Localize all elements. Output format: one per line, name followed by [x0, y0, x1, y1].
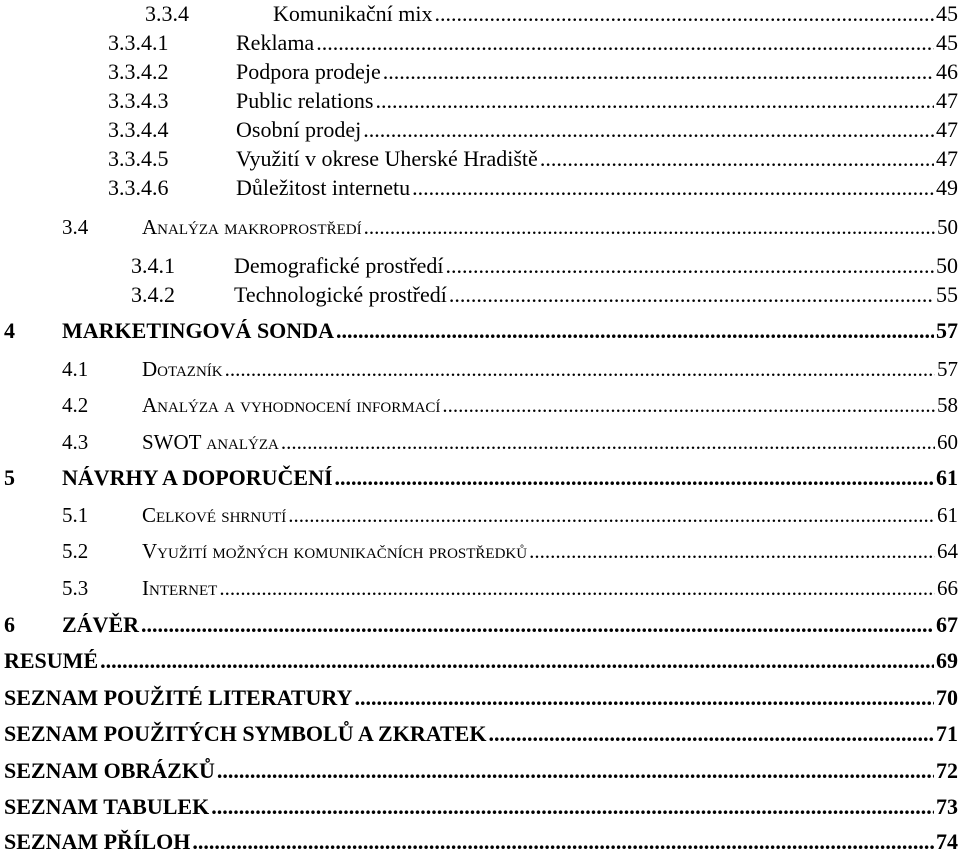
toc-entry-page: 67 — [936, 612, 958, 637]
toc-entry-title: Analýza makroprostředí — [142, 215, 362, 239]
toc-entry[interactable] — [4, 461, 958, 495]
toc-entry-page: 49 — [936, 175, 958, 200]
toc-entry-page: 69 — [936, 648, 958, 673]
toc-entry-number: 3.3.4.4 — [108, 117, 169, 142]
toc-entry-title: SEZNAM TABULEK — [4, 794, 210, 819]
toc-entry[interactable] — [4, 314, 958, 348]
toc-entry-title: Podpora prodeje — [236, 59, 381, 84]
toc-entry-title: Důležitost internetu — [236, 175, 411, 200]
toc-entry-title: Analýza a vyhodnocení informací — [142, 393, 441, 417]
toc-entry[interactable] — [4, 608, 958, 642]
toc-entry[interactable] — [62, 498, 958, 532]
toc-entry[interactable] — [131, 278, 958, 312]
toc-dot-leader — [217, 754, 934, 788]
toc-entry-title: SEZNAM OBRÁZKŮ — [4, 758, 215, 783]
toc-entry-number: 4.1 — [62, 357, 89, 381]
toc-entry-title: Využití v okrese Uherské Hradiště — [236, 146, 538, 171]
toc-entry-title: Celkové shrnutí — [142, 503, 287, 527]
toc-entry-page: 72 — [936, 758, 958, 783]
toc-entry-number: 3.4.1 — [131, 253, 175, 278]
toc-entry-title: ZÁVĚR — [62, 612, 140, 637]
toc-dot-leader — [442, 388, 935, 422]
toc-entry-title: NÁVRHY A DOPORUČENÍ — [62, 465, 333, 490]
toc-entry-title: RESUMÉ — [4, 648, 99, 673]
toc-entry-number: 3.3.4.1 — [108, 30, 169, 55]
toc-dot-leader — [364, 210, 935, 244]
toc-entry-number: 3.3.4 — [145, 1, 189, 26]
toc-entry-number: 3.4 — [62, 215, 89, 239]
toc-entry-number: 3.3.4.5 — [108, 146, 169, 171]
toc-entry-title: Dotazník — [142, 357, 223, 381]
toc-entry[interactable] — [4, 790, 958, 824]
toc-entry-page: 57 — [937, 357, 958, 381]
toc-entry[interactable] — [4, 717, 958, 751]
toc-entry[interactable] — [62, 534, 958, 568]
toc-entry-number: 5.3 — [62, 576, 89, 600]
toc-entry-page: 70 — [936, 685, 958, 710]
toc-entry[interactable] — [62, 388, 958, 422]
toc-entry[interactable] — [4, 644, 958, 678]
toc-dot-leader — [219, 571, 935, 605]
toc-entry-page: 45 — [936, 1, 958, 26]
toc-entry-page: 61 — [937, 503, 958, 527]
toc-entry-page: 60 — [937, 430, 958, 454]
toc-entry-number: 5.1 — [62, 503, 89, 527]
toc-entry[interactable] — [4, 825, 958, 859]
toc-entry-number: 3.3.4.2 — [108, 59, 169, 84]
toc-entry-title: Public relations — [236, 88, 374, 113]
toc-entry-number: 3.3.4.3 — [108, 88, 169, 113]
toc-entry-title: Internet — [142, 576, 218, 600]
toc-entry-title: Využití možných komunikačních prostředků — [142, 539, 528, 563]
toc-entry[interactable] — [62, 210, 958, 244]
toc-dot-leader — [281, 425, 935, 459]
toc-entry-title: SEZNAM PŘÍLOH — [4, 829, 191, 854]
toc-dot-leader — [288, 498, 935, 532]
toc-dot-leader — [529, 534, 935, 568]
toc-entry-page: 47 — [936, 146, 958, 171]
toc-entry-title: SWOT analýza — [142, 430, 279, 454]
toc-entry-title: Technologické prostředí — [234, 282, 447, 307]
toc-entry-title: SEZNAM POUŽITÝCH SYMBOLŮ A ZKRATEK — [4, 721, 487, 746]
toc-entry-number: 4.2 — [62, 393, 89, 417]
toc-entry-number: 3.4.2 — [131, 282, 175, 307]
toc-entry-page: 47 — [936, 117, 958, 142]
toc-entry-number: 5 — [4, 465, 15, 490]
toc-entry-page: 47 — [936, 88, 958, 113]
toc-dot-leader — [488, 717, 934, 751]
toc-entry-title: MARKETINGOVÁ SONDA — [62, 318, 334, 343]
toc-entry-number: 4 — [4, 318, 15, 343]
toc-entry[interactable] — [108, 171, 958, 205]
toc-entry-page: 45 — [936, 30, 958, 55]
toc-entry-title: Osobní prodej — [236, 117, 362, 142]
toc-entry-title: Reklama — [236, 30, 315, 55]
toc-entry-page: 66 — [937, 576, 958, 600]
toc-entry-page: 58 — [937, 393, 958, 417]
toc-entry-title: Demografické prostředí — [234, 253, 444, 278]
toc-entry-page: 46 — [936, 59, 958, 84]
toc-dot-leader — [335, 461, 934, 495]
toc-entry-page: 61 — [936, 465, 958, 490]
toc-entry-page: 50 — [936, 253, 958, 278]
toc-entry[interactable] — [62, 425, 958, 459]
toc-dot-leader — [225, 352, 935, 386]
toc-entry[interactable] — [62, 571, 958, 605]
toc-entry-title: Komunikační mix — [273, 1, 433, 26]
toc-entry-page: 71 — [936, 721, 958, 746]
toc-entry[interactable] — [4, 754, 958, 788]
toc-dot-leader — [449, 278, 934, 312]
toc-dot-leader — [336, 314, 934, 348]
toc-entry-page: 73 — [936, 794, 958, 819]
toc-entry-page: 64 — [937, 539, 958, 563]
toc-entry[interactable] — [4, 681, 958, 715]
toc-entry-title: SEZNAM POUŽITÉ LITERATURY — [4, 685, 353, 710]
toc-entry-page: 50 — [937, 215, 958, 239]
toc-entry[interactable] — [62, 352, 958, 386]
toc-entry-number: 3.3.4.6 — [108, 175, 169, 200]
toc-dot-leader — [192, 825, 934, 859]
toc-dot-leader — [412, 171, 934, 205]
toc-dot-leader — [141, 608, 934, 642]
toc-dot-leader — [354, 681, 934, 715]
toc-entry-number: 6 — [4, 612, 15, 637]
toc-dot-leader — [211, 790, 934, 824]
toc-entry-page: 55 — [936, 282, 958, 307]
toc-entry-page: 57 — [936, 318, 958, 343]
toc-entry-number: 5.2 — [62, 539, 89, 563]
toc-entry-number: 4.3 — [62, 430, 89, 454]
toc-dot-leader — [100, 644, 934, 678]
toc-entry-page: 74 — [936, 829, 958, 854]
